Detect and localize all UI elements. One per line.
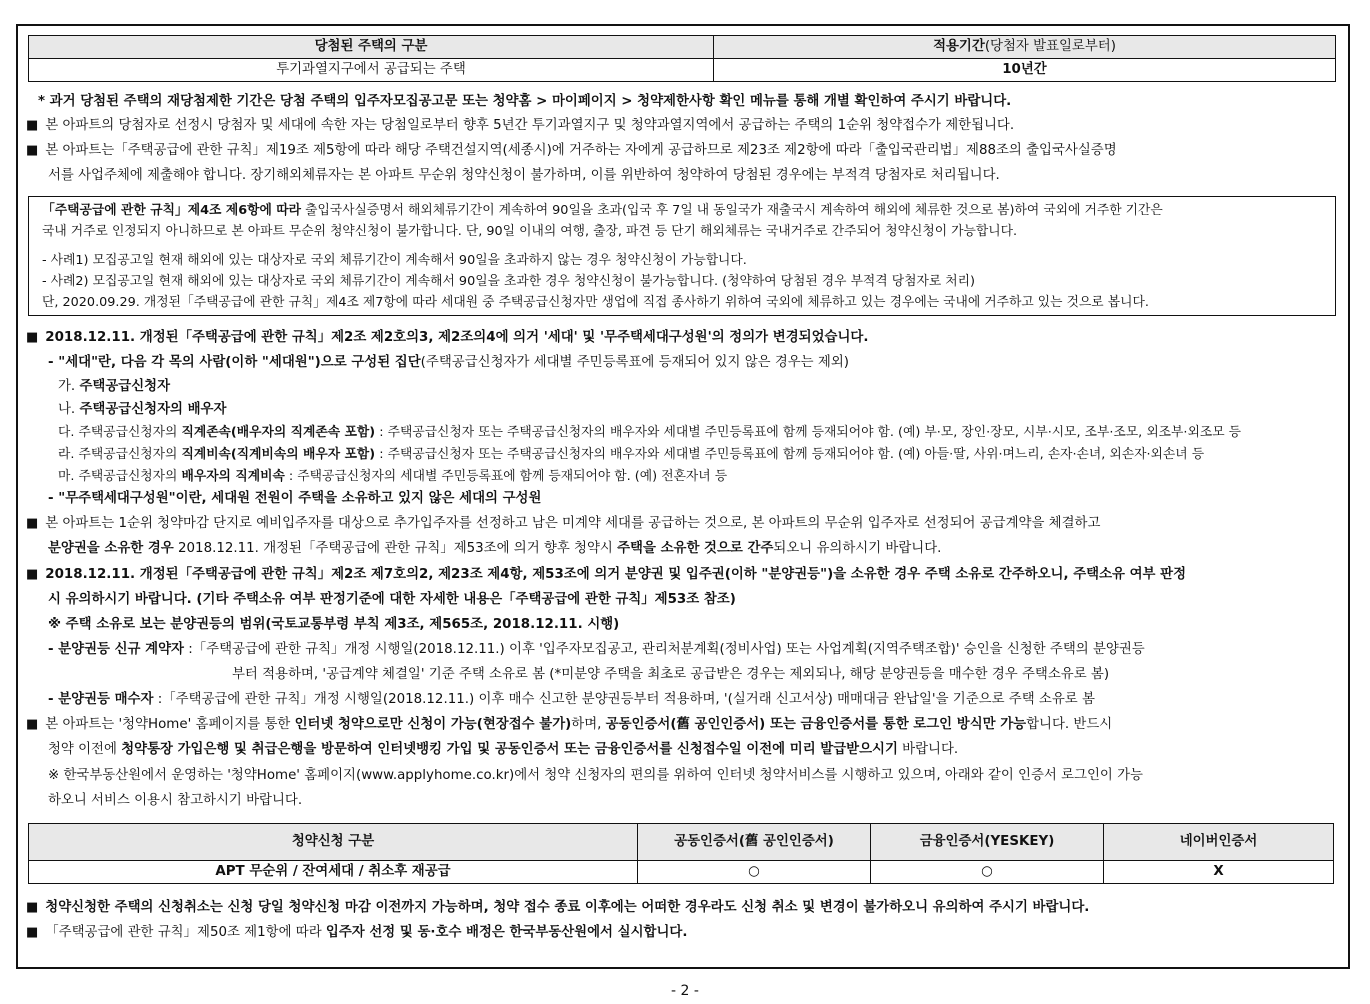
paragraph-residency-line1: ■ 본 아파트는「주택공급에 관한 규칙」제19조 제5항에 따라 해당 주택건설지역(세종시)에 거주하는 자에게 공급하므로 제23조 제2항에 따라「출입국관리법」제88조의 출입국사실증명	[26, 143, 1117, 158]
table2-header-finance-cert: 금융인증서(YESKEY)	[871, 824, 1104, 861]
box-case1: - 사례1) 모집공고일 현재 해외에 있는 대상자로 국외 체류기간이 계속해서 90일을 초과하지 않는 경우 청약신청이 가능합니다.	[42, 253, 747, 268]
presale-line1: ■ 2018.12.11. 개정된「주택공급에 관한 규칙」제2조 제7호의2, 제23조 제4항, 제53조에 의거 분양권 및 입주권(이하 "분양권등")을 소유한 경우 주택 소유로 간주하오니, 주택소유 여부 판정	[26, 567, 1187, 582]
household-item-ga: 가. 주택공급신청자	[58, 379, 170, 394]
bullet-square-icon: ■	[26, 330, 39, 345]
cancel-notice: ■ 청약신청한 주택의 신청취소는 신청 당일 청약신청 마감 이전까지 가능하며, 청약 접수 종료 이후에는 어떠한 경우라도 신청 취소 및 변경이 불가하오니 유의하여 주시기 바랍니다.	[26, 900, 1090, 915]
bullet-square-icon: ■	[26, 143, 39, 158]
paragraph-residency-line2: 서를 사업주체에 제출해야 합니다. 장기해외체류자는 본 아파트 무순위 청약신청이 불가하며, 이를 위반하여 청약하여 당첨된 경우에는 부적격 당첨자로 처리됩니다.	[48, 168, 1000, 183]
box-line2: 국내 거주로 인정되지 아니하므로 본 아파트 무순위 청약신청이 불가합니다. 단, 90일 이내의 여행, 출장, 파견 등 단기 해외체류는 국내거주로 간주되어 청약신청이 가능합니다.	[42, 224, 1018, 239]
assignment-notice: ■ 「주택공급에 관한 규칙」제50조 제1항에 따라 입주자 선정 및 동·호수 배정은 한국부동산원에서 실시합니다.	[26, 925, 688, 940]
table2-cell-naver-cert: X	[1104, 861, 1334, 884]
table2-header-naver-cert: 네이버인증서	[1104, 824, 1334, 861]
household-definition: - "세대"란, 다음 각 목의 사람(이하 "세대원")으로 구성된 집단(주택공급신청자가 세대별 주민등록표에 등재되어 있지 않은 경우는 제외)	[48, 355, 849, 370]
internet-line4: 하오니 서비스 이용시 참고하시기 바랍니다.	[48, 793, 303, 808]
table2-cell-joint-cert: ○	[638, 861, 871, 884]
table1-header-type: 당첨된 주택의 구분	[29, 36, 714, 59]
nohouse-definition: - "무주택세대구성원"이란, 세대원 전원이 주택을 소유하고 있지 않은 세대의 구성원	[48, 491, 542, 506]
household-item-ra: 라. 주택공급신청자의 직계비속(직계비속의 배우자 포함) : 주택공급신청자 또는 주택공급신청자의 배우자와 세대별 주민등록표에 함께 등재되어야 함. (예) 아들·딸, 사위·며느리, 손자·손녀, 외손자·외손녀 등	[58, 447, 1205, 462]
bullet-square-icon: ■	[26, 516, 39, 531]
household-item-ma: 마. 주택공급신청자의 배우자의 직계비속 : 주택공급신청자의 세대별 주민등록표에 함께 등재되어야 함. (예) 전혼자녀 등	[58, 469, 728, 484]
box-case3: 단, 2020.09.29. 개정된「주택공급에 관한 규칙」제4조 제7항에 따라 세대원 중 주택공급신청자만 생업에 직접 종사하기 위하여 국외에 체류하고 있는 경우에는 국내에 거주하고 있는 것으로 봅니다.	[42, 295, 1149, 310]
bullet-square-icon: ■	[26, 118, 39, 133]
certificate-table	[28, 823, 1334, 884]
overseas-stay-notice-box	[28, 196, 1336, 316]
table2-header-joint-cert: 공동인증서(舊 공인인증서)	[638, 824, 871, 861]
household-title: ■ 2018.12.11. 개정된「주택공급에 관한 규칙」제2조 제2호의3, 제2조의4에 의거 '세대' 및 '무주택세대구성원'의 정의가 변경되었습니다.	[26, 330, 869, 345]
paragraph-first-rank-limit: ■ 본 아파트의 당첨자로 선정시 당첨자 및 세대에 속한 자는 당첨일로부터 향후 5년간 투기과열지구 및 청약과열지역에서 공급하는 주택의 1순위 청약접수가 제한됩니다.	[26, 118, 1015, 133]
presale-new-contract: - 분양권등 신규 계약자 :「주택공급에 관한 규칙」개정 시행일(2018.12.11.) 이후 '입주자모집공고, 관리처분계획(정비사업) 또는 사업계획(지역주택조합)' 승인을 신청한 주택의 분양권등	[48, 642, 1145, 657]
presale-buyer: - 분양권등 매수자 :「주택공급에 관한 규칙」개정 시행일(2018.12.11.) 이후 매수 신고한 분양권등부터 적용하며, '(실거래 신고서상) 매매대금 완납일'을 기준으로 주택 소유로 봄	[48, 692, 1095, 707]
household-item-da: 다. 주택공급신청자의 직계존속(배우자의 직계존속 포함) : 주택공급신청자 또는 주택공급신청자의 배우자와 세대별 주민등록표에 함께 등재되어야 함. (예) 부·모, 장인·장모, 시부·시모, 조부·조모, 외조부·외조모 등	[58, 425, 1241, 440]
page-number: - 2 -	[671, 983, 699, 999]
internet-line3: ※ 한국부동산원에서 운영하는 '청약Home' 홈페이지(www.applyhome.co.kr)에서 청약 신청자의 편의를 위하여 인터넷 청약서비스를 시행하고 있으며, 아래와 같이 인증서 로그인이 가능	[48, 768, 1143, 783]
table1-cell-type: 투기과열지구에서 공급되는 주택	[29, 59, 714, 82]
household-item-na: 나. 주택공급신청자의 배우자	[58, 402, 227, 417]
presale-line2: 시 유의하시기 바랍니다. (기타 주택소유 여부 판정기준에 대한 자세한 내용은「주택공급에 관한 규칙」제53조 참조)	[48, 592, 736, 607]
table2-cell-type: APT 무순위 / 잔여세대 / 취소후 재공급	[29, 861, 638, 884]
bullet-square-icon: ■	[26, 717, 39, 732]
presale-scope: ※ 주택 소유로 보는 분양권등의 범위(국토교통부령 부칙 제3조, 제565조, 2018.12.11. 시행)	[48, 617, 620, 632]
table2-cell-finance-cert: ○	[871, 861, 1104, 884]
internet-line1: ■ 본 아파트는 '청약Home' 홈페이지를 통한 인터넷 청약으로만 신청이 가능(현장접수 불가)하며, 공동인증서(舊 공인인증서) 또는 금융인증서를 통한 로그인 방식만 가능합니다. 반드시	[26, 717, 1113, 732]
table2-header-type: 청약신청 구분	[29, 824, 638, 861]
bullet-square-icon: ■	[26, 925, 39, 940]
presale-new-contract-cont: 부터 적용하며, '공급계약 체결일' 기준 주택 소유로 봄 (*미분양 주택을 최초로 공급받은 경우는 제외되나, 해당 분양권등을 매수한 경우 주택소유로 봄)	[232, 667, 1110, 682]
reserve-line2: 분양권을 소유한 경우 2018.12.11. 개정된「주택공급에 관한 규칙」제53조에 의거 향후 청약시 주택을 소유한 것으로 간주되오니 유의하시기 바랍니다.	[48, 541, 942, 556]
restriction-period-table	[28, 35, 1336, 82]
box-line1: 「주택공급에 관한 규칙」제4조 제6항에 따라 출입국사실증명서 해외체류기간이 계속하여 90일을 초과(입국 후 7일 내 동일국가 재출국시 계속하여 해외에 체류한 것으로 봄)하여 국외에 거주한 기간은	[42, 203, 1163, 218]
internet-line2: 청약 이전에 청약통장 가입은행 및 취급은행을 방문하여 인터넷뱅킹 가입 및 공동인증서 또는 금융인증서를 신청접수일 이전에 미리 발급받으시기 바랍니다.	[48, 742, 959, 757]
bullet-square-icon: ■	[26, 900, 39, 915]
box-case2: - 사례2) 모집공고일 현재 해외에 있는 대상자로 국외 체류기간이 계속해서 90일을 초과한 경우 청약신청이 불가능합니다. (청약하여 당첨된 경우 부적격 당첨자로 처리)	[42, 274, 975, 289]
reserve-line1: ■ 본 아파트는 1순위 청약마감 단지로 예비입주자를 대상으로 추가입주자를 선정하고 남은 미계약 세대를 공급하는 것으로, 본 아파트의 무순위 입주자로 선정되어 공급계약을 체결하고	[26, 516, 1101, 531]
bullet-square-icon: ■	[26, 567, 39, 582]
table1-cell-period: 10년간	[714, 59, 1336, 82]
table1-header-period: 적용기간(당첨자 발표일로부터)	[714, 36, 1336, 59]
recheck-note: * 과거 당첨된 주택의 재당첨제한 기간은 당첨 주택의 입주자모집공고문 또는 청약홈 > 마이페이지 > 청약제한사항 확인 메뉴를 통해 개별 확인하여 주시기 바랍니다.	[38, 94, 1012, 109]
